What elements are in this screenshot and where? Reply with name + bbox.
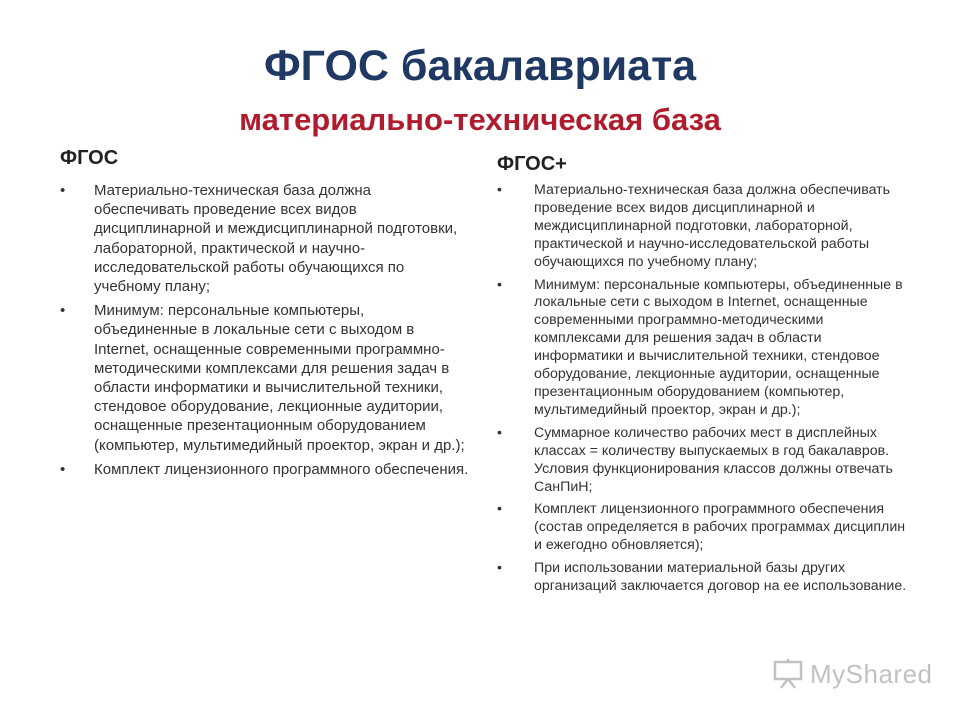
list-item [60,460,470,479]
bullet-icon: • [60,182,66,199]
bullet-icon: • [497,424,502,441]
left-bullet-list [60,181,470,484]
bullet-text: Суммарное количество рабочих мест в дисплейных классах = количеству выпускаемых в год бакалавров. Условия функционирования классов должны отвечать СанПиН; [534,424,893,495]
list-item [497,425,909,497]
watermark-text: MyShared [810,658,933,689]
list-item [497,277,909,420]
slide-subtitle: материально-техническая база [239,102,721,137]
watermark [772,656,933,692]
bullet-icon: • [60,302,66,320]
list-item [497,560,909,596]
list-item [60,301,470,455]
left-column-heading: ФГОС [60,147,119,169]
bullet-text: При использовании материальной базы других организаций заключается договор на ее использование. [534,560,907,595]
bullet-text: Комплект лицензионного программного обеспечения. [94,460,469,478]
right-bullet-list [497,182,909,601]
bullet-icon: • [497,560,502,577]
bullet-text: Минимум: персональные компьютеры, объединенные в локальные сети с выходом в Internet, оснащенные современными программно-методическими комплексами для решения задач в области информатики и вычислительной техники, стендовое оборудование, лекционные аудитории, оснащенные презентационным оборудованием (компьютер, мультимедийный проектор, экран и др.); [94,302,465,454]
bullet-text: Комплект лицензионного программного обеспечения (состав определяется в рабочих программах дисциплин и ежегодно обновляется); [534,501,906,554]
right-column-heading: ФГОС+ [497,153,567,175]
bullet-icon: • [497,182,502,198]
list-item [497,182,909,272]
bullet-text: Материально-техническая база должна обеспечивать проведение всех видов дисциплинарной и междисциплинарной подготовки, лабораторной, практической и научно-исследовательской работы обучающихся по учебному плану; [94,182,458,296]
list-item [497,501,909,555]
slide-title: ФГОС бакалавриата [263,42,697,90]
bullet-text: Материально-техническая база должна обеспечивать проведение всех видов дисциплинарной и междисциплинарной подготовки, лабораторной, практической и научно-исследовательской работы обучающихся по учебному плану; [534,182,891,270]
bullet-text: Минимум: персональные компьютеры, объединенные в локальные сети с выходом в Internet, оснащенные современными программно-методическими комплексами для решения задач в области информатики и вычислительной техники, стендовое оборудование, лекционные аудитории, оснащенные презентационным оборудованием (компьютер, мультимедийный проектор, экран и др.); [534,276,903,418]
presentation-board-icon [772,658,804,690]
list-item [60,181,470,296]
bullet-icon: • [497,276,502,293]
bullet-icon: • [60,460,66,478]
bullet-icon: • [497,501,502,518]
